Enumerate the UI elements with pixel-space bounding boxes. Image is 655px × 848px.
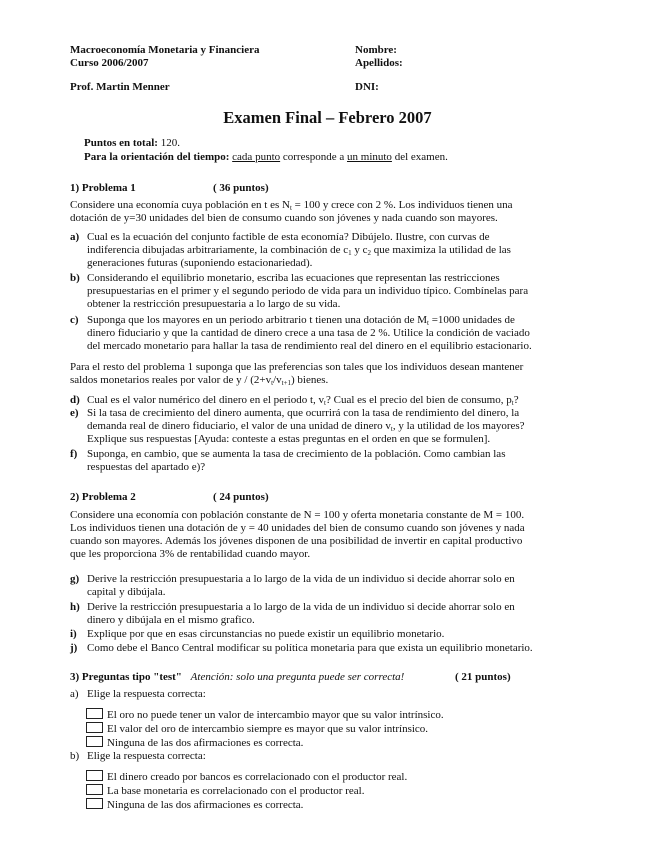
- q2i-line-1: Explique por que en esas circunstancias no puede existir un equilibrio monetario.: [87, 628, 445, 640]
- rest-line-2a: saldos monetarios reales por valor de y / (2+v: [70, 374, 272, 386]
- q1c-line-3: del mercado monetario para hallar la tasa de rendimiento real del dinero en el equilibrio estacionario.: [87, 340, 532, 352]
- problem-3-title: 3) Preguntas tipo "test": [70, 671, 182, 683]
- question-2i-label: i): [70, 628, 77, 640]
- question-1e: [70, 407, 580, 446]
- problem-3-heading: [70, 671, 404, 683]
- course-year: Curso 2006/2007: [70, 57, 149, 69]
- q1e-line-1: Si la tasa de crecimiento del dinero aumenta, que ocurrirá con la tasa de rendimiento del dinero, la: [87, 407, 520, 419]
- test-question-b-label: b): [70, 750, 80, 762]
- total-points-label: Puntos en total:: [84, 137, 158, 149]
- q1b-line-2: presupuestarias en el primer y el segundo periodo de vida para un individuo típico. Combínelas para: [87, 285, 529, 297]
- q1d-line-1b: ? Cual es el precio del bien de consumo, p: [326, 394, 512, 406]
- test-a-option-3-text: Ninguna de las dos afirmaciones es correcta.: [107, 737, 304, 749]
- q1a-sub-1: 1: [348, 249, 352, 257]
- test-question-a: [70, 688, 580, 701]
- q1e-line-2b: , y la utilidad de los mayores?: [392, 420, 525, 432]
- problem-2-heading: 2) Problema 2: [70, 491, 136, 503]
- test-question-a-label: a): [70, 688, 79, 700]
- course-name: Macroeconomía Monetaria y Financiera: [70, 44, 260, 56]
- p1-sub: t: [289, 204, 292, 212]
- test-b-option-2[interactable]: [86, 784, 364, 798]
- test-a-option-2-text: El valor del oro de intercambio siempre es mayor que su valor intrínsico.: [107, 723, 429, 735]
- time-underline-2: un minuto: [347, 151, 392, 163]
- problem-2-points: ( 24 puntos): [213, 491, 269, 503]
- checkbox[interactable]: [86, 722, 103, 733]
- question-1a: [70, 231, 580, 270]
- question-2g: [70, 573, 580, 599]
- q1c-line-1a: Suponga que los mayores en un periodo arbitrario t tienen una dotación de M: [87, 314, 427, 326]
- question-2j: [70, 642, 580, 655]
- time-end: del examen.: [391, 151, 448, 163]
- checkbox[interactable]: [86, 770, 103, 781]
- test-b-option-1[interactable]: [86, 770, 407, 784]
- rest-line-2c: ) bienes.: [291, 374, 329, 386]
- checkbox[interactable]: [86, 798, 103, 809]
- q1d-sub-2: t: [511, 399, 514, 407]
- rest-sub-2: t+1: [281, 379, 292, 387]
- apellidos-label: Apellidos:: [355, 57, 403, 69]
- q1a-line-2b: y c: [351, 244, 368, 256]
- q1f-line-2: respuestas del apartado e)?: [87, 461, 206, 473]
- q1c-line-2: dinero fiduciario y que la cantidad de dinero crece a una tasa de 2 %. Utilice la condición de vaciado: [87, 327, 530, 339]
- p1-text-3: dotación de y=30 unidades del bien de consumo cuando son jóvenes y nada cuando son mayores.: [70, 212, 498, 224]
- question-1d: [70, 394, 580, 407]
- exam-title: Examen Final – Febrero 2007: [223, 108, 432, 127]
- question-2j-label: j): [70, 642, 78, 654]
- q2h-line-2: dinero y dibújala en el mismo grafico.: [87, 614, 255, 626]
- q1d-line-1a: Cual es el valor numérico del dinero en el periodo t, v: [87, 394, 325, 406]
- problem-3-note: Atención: solo una pregunta puede ser correcta!: [190, 671, 405, 683]
- q1d-sub-1: t: [324, 399, 326, 407]
- question-2h: [70, 601, 580, 627]
- q1e-sub: t: [390, 425, 393, 433]
- test-a-option-1-text: El oro no puede tener un valor de intercambio mayor que su valor intrínsico.: [107, 709, 444, 721]
- checkbox[interactable]: [86, 784, 103, 795]
- q1b-line-3: obtener la restricción presupuestaria a lo largo de su vida.: [87, 298, 341, 310]
- p1-text-2: = 100 y crece con 2 %. Los individuos tienen una: [291, 199, 513, 211]
- q1a-line-2c: que maximiza la utilidad de las: [371, 244, 511, 256]
- question-1b: [70, 272, 580, 311]
- test-b-option-3-text: Ninguna de las dos afirmaciones es correcta.: [107, 799, 304, 811]
- q1a-line-3: generaciones futuras (suponiendo estacionariedad).: [87, 257, 313, 269]
- test-b-option-2-text: La base monetaria es correlacionado con el productor real.: [107, 785, 365, 797]
- q2j-line-1: Como debe el Banco Central modificar su política monetaria para que exista un equilibrio monetario.: [87, 642, 533, 654]
- question-2g-label: g): [70, 573, 80, 585]
- p1-text-1: Considere una economía cuya población en t es N: [70, 199, 290, 211]
- test-question-a-text: Elige la respuesta correcta:: [87, 688, 206, 700]
- problem-1-points: ( 36 puntos): [213, 182, 269, 194]
- q1c-sub: t: [427, 319, 429, 327]
- problem-1-heading: 1) Problema 1: [70, 182, 136, 194]
- time-label: Para la orientación del tiempo:: [84, 151, 230, 163]
- test-a-option-3[interactable]: [86, 736, 303, 750]
- question-1b-label: b): [70, 272, 80, 284]
- question-1d-label: d): [70, 394, 80, 406]
- rest-line-1: Para el resto del problema 1 suponga que las preferencias son tales que los individuos desean mantener: [70, 361, 524, 373]
- q2g-line-1: Derive la restricción presupuestaria a lo largo de la vida de un individuo si decide ahorrar solo en: [87, 573, 515, 585]
- p2-line-2: Los individuos tienen una dotación de y = 40 unidades del bien de consumo cuando son jóvenes y nada: [70, 522, 525, 534]
- q1d-line-1c: ?: [513, 394, 519, 406]
- time-underline-1: cada punto: [232, 151, 281, 163]
- test-question-b: [70, 750, 580, 763]
- professor-name: Prof. Martin Menner: [70, 81, 170, 93]
- nombre-label: Nombre:: [355, 44, 397, 56]
- question-1f-label: f): [70, 448, 78, 460]
- q1e-line-2a: demanda real de dinero fiduciario, el valor de una unidad de dinero v: [87, 420, 391, 432]
- p2-line-1: Considere una economía con población constante de N = 100 y oferta monetaria constante de M = 100.: [70, 509, 525, 521]
- problem-1-statement: [70, 199, 580, 225]
- question-1c: [70, 314, 580, 353]
- test-b-option-3[interactable]: [86, 798, 303, 812]
- problem-1-rest: [70, 361, 580, 387]
- q1a-sub-2: 2: [367, 249, 372, 257]
- q1a-line-1: Cual es la ecuación del conjunto factible de esta economía? Dibújelo. Ilustre, con curvas de: [87, 231, 490, 243]
- question-1a-label: a): [70, 231, 80, 243]
- checkbox[interactable]: [86, 736, 103, 747]
- question-2i: [70, 628, 580, 641]
- test-question-b-text: Elige la respuesta correcta:: [87, 750, 206, 762]
- problem-2-statement: [70, 509, 580, 561]
- q1c-line-1b: =1000 unidades de: [428, 314, 515, 326]
- q2g-line-2: capital y dibújala.: [87, 586, 166, 598]
- p2-line-4: que les proporciona 3% de rentabilidad cuando mayor.: [70, 548, 311, 560]
- q1a-line-2a: indiferencia dibujadas arbitrariamente, la combinación de c: [87, 244, 349, 256]
- time-mid: corresponde a: [280, 151, 348, 163]
- question-1e-label: e): [70, 407, 79, 419]
- q2h-line-1: Derive la restricción presupuestaria a lo largo de la vida de un individuo si decide ahorrar solo en: [87, 601, 515, 613]
- rest-line-2b: /v: [273, 374, 282, 386]
- question-1f: [70, 448, 580, 474]
- total-points-value: 120.: [157, 137, 180, 149]
- q1e-line-3: Explique sus respuestas [Ayuda: conteste a estas preguntas en el orden en que se formulen].: [87, 433, 491, 445]
- test-a-option-1[interactable]: [86, 708, 444, 722]
- question-2h-label: h): [70, 601, 80, 613]
- q1f-line-1: Suponga, en cambio, que se aumenta la tasa de crecimiento de la población. Como cambian las: [87, 448, 506, 460]
- total-points: [84, 137, 180, 150]
- problem-3-points: ( 21 puntos): [455, 671, 511, 683]
- q1b-line-1: Considerando el equilibrio monetario, escriba las ecuaciones que representan las restricciones: [87, 272, 500, 284]
- test-a-option-2[interactable]: [86, 722, 428, 736]
- question-1c-label: c): [70, 314, 79, 326]
- rest-sub-1: t: [271, 379, 274, 387]
- test-b-option-1-text: El dinero creado por bancos es correlacionado con el productor real.: [107, 771, 408, 783]
- checkbox[interactable]: [86, 708, 103, 719]
- p2-line-3: cuando son mayores. Además los jóvenes disponen de una posibilidad de invertir en capital productivo: [70, 535, 523, 547]
- dni-label: DNI:: [355, 81, 379, 93]
- time-orientation: [84, 151, 448, 164]
